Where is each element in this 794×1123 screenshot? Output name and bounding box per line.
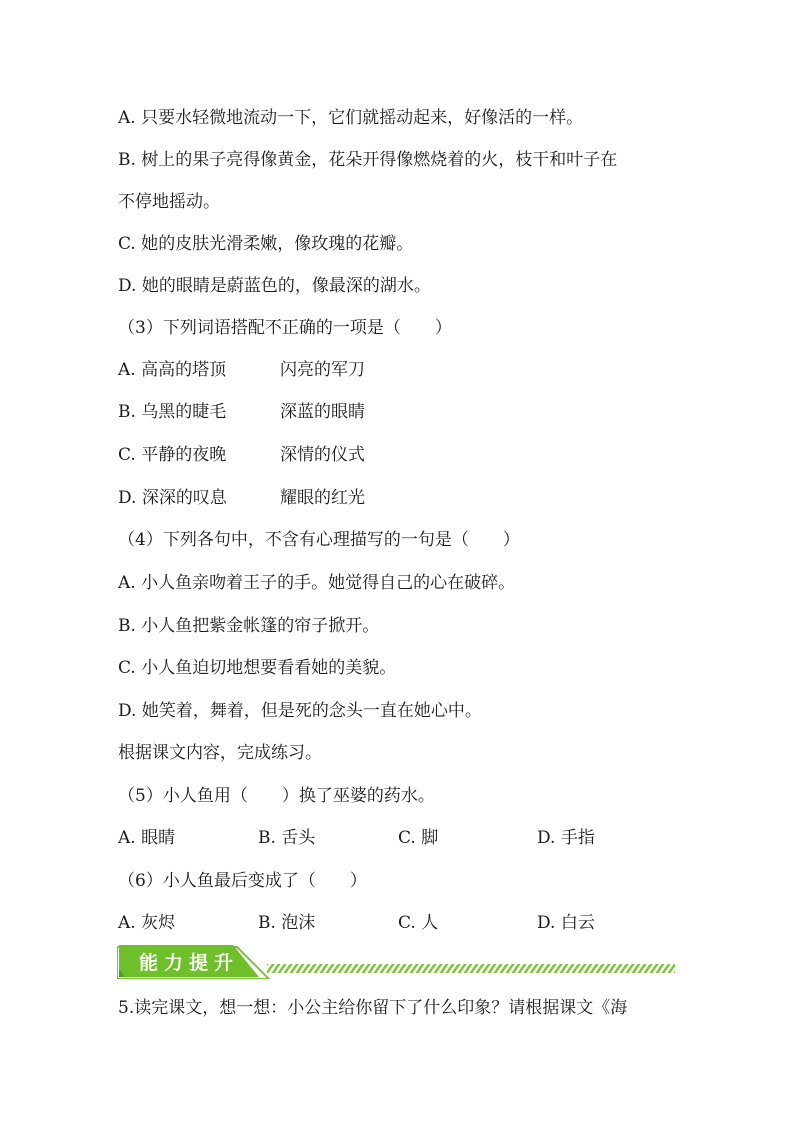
q6-option-c: C. 人: [398, 913, 439, 933]
banner-title: 能力提升: [139, 952, 240, 974]
q4-option-b: B. 小人鱼把紫金帐篷的帘子掀开。: [118, 616, 380, 636]
q3-row-a-left: A. 高高的塔顶: [118, 360, 227, 380]
q3-row-d-left: D. 深深的叹息: [118, 488, 227, 508]
q4-option-a: A. 小人鱼亲吻着王子的手。她觉得自己的心在破碎。: [118, 573, 516, 593]
q4-stem: （4）下列各句中，不含有心理描写的一句是（ ）: [118, 530, 520, 550]
q5-option-a: A. 眼睛: [118, 828, 176, 848]
q4-option-d: D. 她笑着，舞着，但是死的念头一直在她心中。: [118, 701, 482, 721]
q3-row-a-right: 闪亮的军刀: [280, 360, 365, 380]
q5-option-d: D. 手指: [537, 828, 595, 848]
q7-stem: 5.读完课文，想一想：小公主给你留下了什么印象？请根据课文《海: [118, 998, 628, 1018]
q2-option-b-line1: B. 树上的果子亮得像黄金，花朵开得像燃烧着的火，枝干和叶子在: [118, 150, 618, 170]
q3-stem: （3）下列词语搭配不正确的一项是（ ）: [118, 318, 452, 338]
q2-option-b-line2: 不停地摇动。: [118, 192, 220, 212]
q5-option-b: B. 舌头: [258, 828, 316, 848]
q5-stem: （5）小人鱼用（ ）换了巫婆的药水。: [118, 786, 435, 806]
q3-row-b-right: 深蓝的眼睛: [280, 402, 365, 422]
q4-option-c: C. 小人鱼迫切地想要看看她的美貌。: [118, 658, 397, 678]
q6-option-d: D. 白云: [537, 913, 595, 933]
banner-hatch-bar: [267, 964, 675, 973]
q3-row-b-left: B. 乌黑的睫毛: [118, 402, 227, 422]
q5-option-c: C. 脚: [398, 828, 439, 848]
q2-option-d: D. 她的眼睛是蔚蓝色的，像最深的湖水。: [118, 276, 431, 296]
q6-option-b: B. 泡沫: [258, 913, 316, 933]
q6-stem: （6）小人鱼最后变成了（ ）: [118, 871, 367, 891]
q6-option-a: A. 灰烬: [118, 913, 176, 933]
q2-option-c: C. 她的皮肤光滑柔嫩，像玫瑰的花瓣。: [118, 234, 414, 254]
q3-row-d-right: 耀眼的红光: [280, 488, 365, 508]
section-intro: 根据课文内容，完成练习。: [118, 743, 322, 763]
q2-option-a: A. 只要水轻微地流动一下，它们就摇动起来，好像活的一样。: [118, 108, 584, 128]
section-banner: [117, 945, 677, 979]
q3-row-c-left: C. 平静的夜晚: [118, 445, 227, 465]
q3-row-c-right: 深情的仪式: [280, 445, 365, 465]
